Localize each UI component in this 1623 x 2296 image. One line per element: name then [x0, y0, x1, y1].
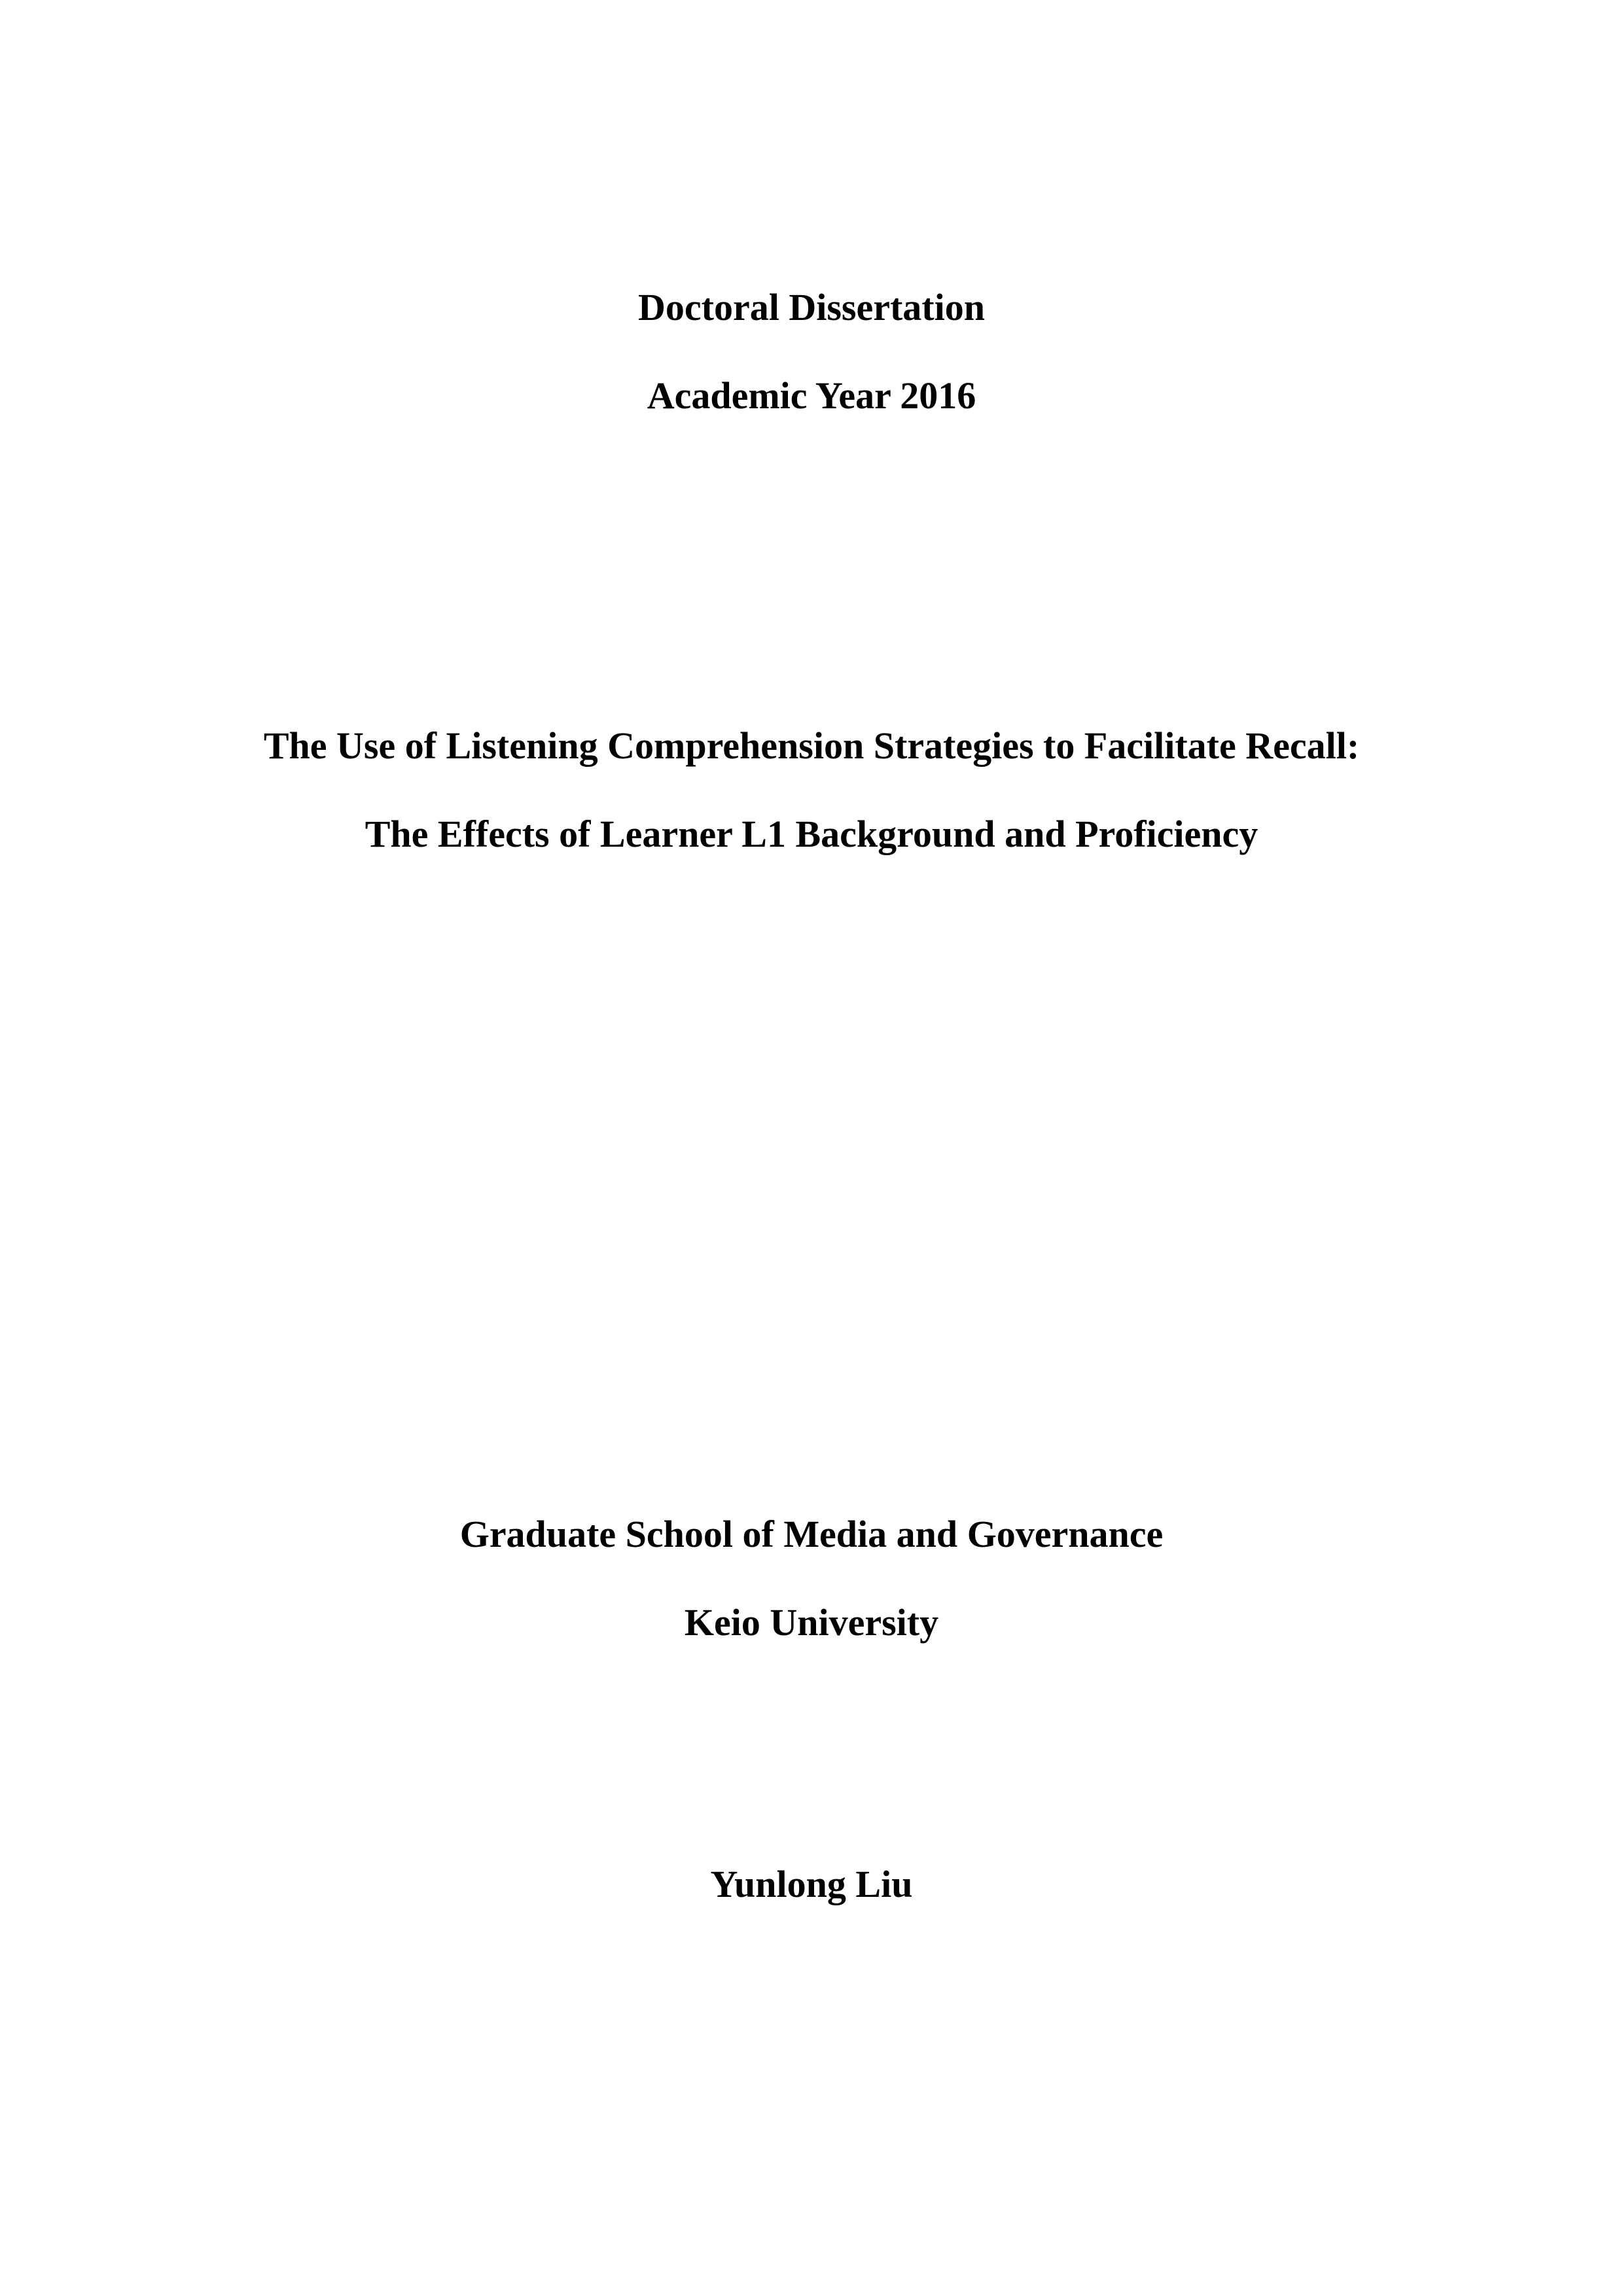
author-name: Yunlong Liu [710, 1863, 913, 1905]
graduate-school: Graduate School of Media and Governance [459, 1513, 1164, 1555]
academic-year: Academic Year 2016 [647, 374, 976, 417]
document-type: Doctoral Dissertation [638, 286, 985, 328]
university: Keio University [684, 1601, 939, 1644]
dissertation-title: The Use of Listening Comprehension Strategies to Facilitate Recall: [263, 724, 1360, 767]
dissertation-subtitle: The Effects of Learner L1 Background and Proficiency [365, 813, 1258, 855]
